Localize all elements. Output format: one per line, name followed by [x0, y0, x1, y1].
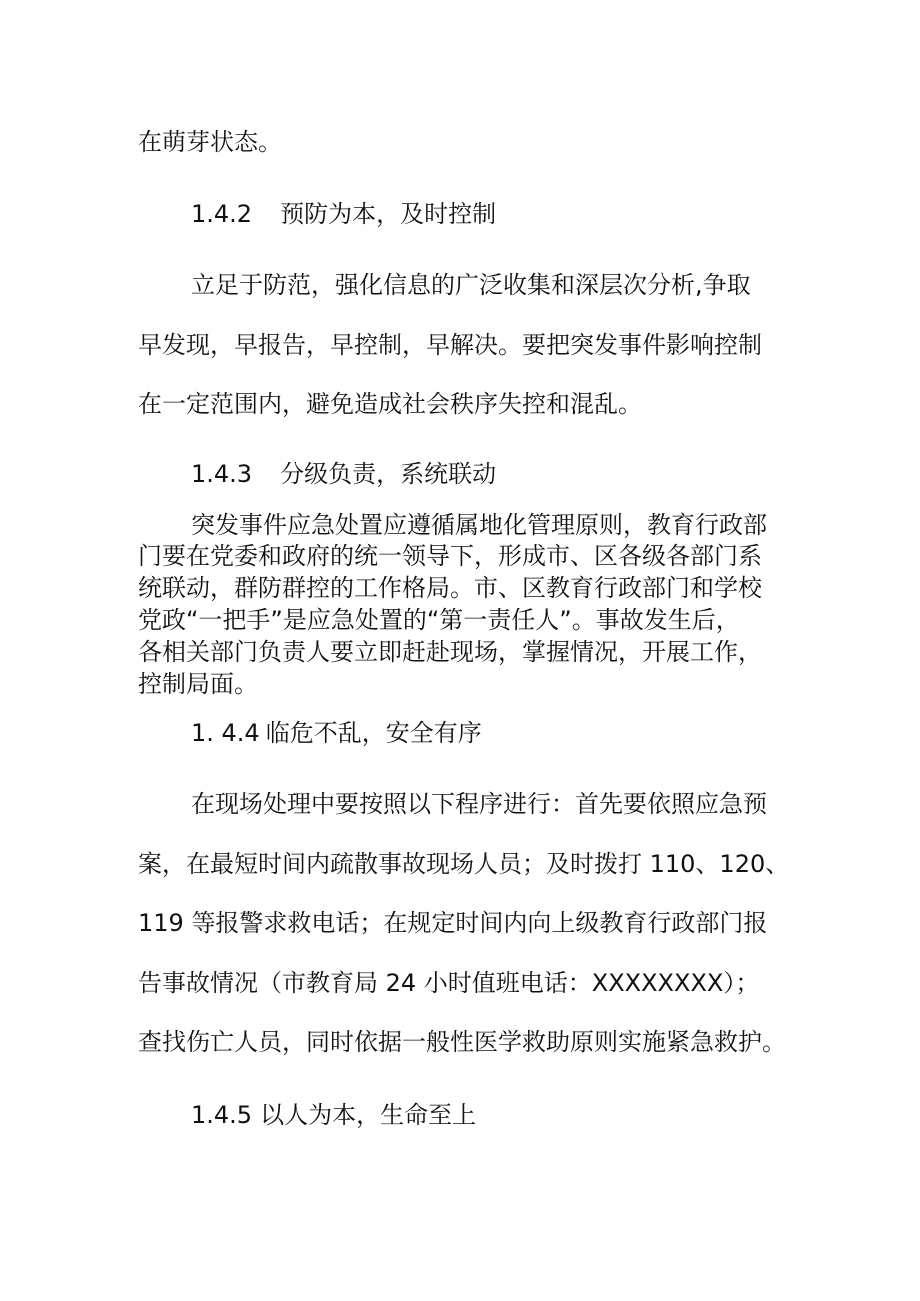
paragraph-line: 控制局面。 — [138, 670, 258, 698]
paragraph-line: 在一定范围内，避免造成社会秩序失控和混乱。 — [138, 390, 642, 418]
paragraph-line: 查找伤亡人员，同时依据一般性医学救助原则实施紧急救护。 — [138, 1028, 786, 1056]
paragraph-line: 立足于防范，强化信息的广泛收集和深层次分析,争取 — [191, 271, 751, 299]
section-heading-1-4-5 — [191, 1100, 476, 1130]
section-title: 预防为本，及时控制 — [280, 200, 497, 228]
paragraph-line: 早发现，早报告，早控制，早解决。要把突发事件影响控制 — [138, 331, 762, 359]
paragraph-line: 统联动，群防群控的工作格局。市、区教育行政部门和学校 — [138, 574, 762, 602]
paragraph-line: 突发事件应急处置应遵循属地化管理原则，教育行政部 — [191, 511, 767, 539]
section-number: 1.4.5 — [191, 1101, 253, 1129]
section-number: 1. 4.4 — [191, 719, 260, 747]
paragraph-line: 119 等报警求救电话；在规定时间内向上级教育行政部门报 — [138, 909, 768, 937]
section-number: 1.4.2 — [191, 200, 253, 228]
paragraph-line: 案，在最短时间内疏散事故现场人员；及时拨打 110、120、 — [138, 850, 790, 878]
section-title: 临危不乱，安全有序 — [265, 719, 482, 747]
paragraph-line: 在萌芽状态。 — [138, 128, 282, 156]
paragraph-line: 门要在党委和政府的统一领导下，形成市、区各级各部门系 — [138, 542, 762, 570]
paragraph-line: 在现场处理中要按照以下程序进行：首先要依照应急预 — [191, 790, 767, 818]
paragraph-line: 党政“一把手”是应急处置的“第一责任人”。事故发生后， — [138, 606, 740, 634]
section-heading-1-4-4 — [191, 718, 482, 748]
section-heading-1-4-3 — [191, 459, 496, 489]
paragraph-line: 各相关部门负责人要立即赶赴现场，掌握情况，开展工作， — [138, 638, 762, 666]
section-number: 1.4.3 — [191, 460, 253, 488]
section-title: 以人为本，生命至上 — [260, 1101, 477, 1129]
section-heading-1-4-2 — [191, 199, 496, 229]
section-title: 分级负责，系统联动 — [280, 460, 497, 488]
paragraph-line: 告事故情况（市教育局 24 小时值班电话：XXXXXXXX）； — [138, 969, 760, 997]
